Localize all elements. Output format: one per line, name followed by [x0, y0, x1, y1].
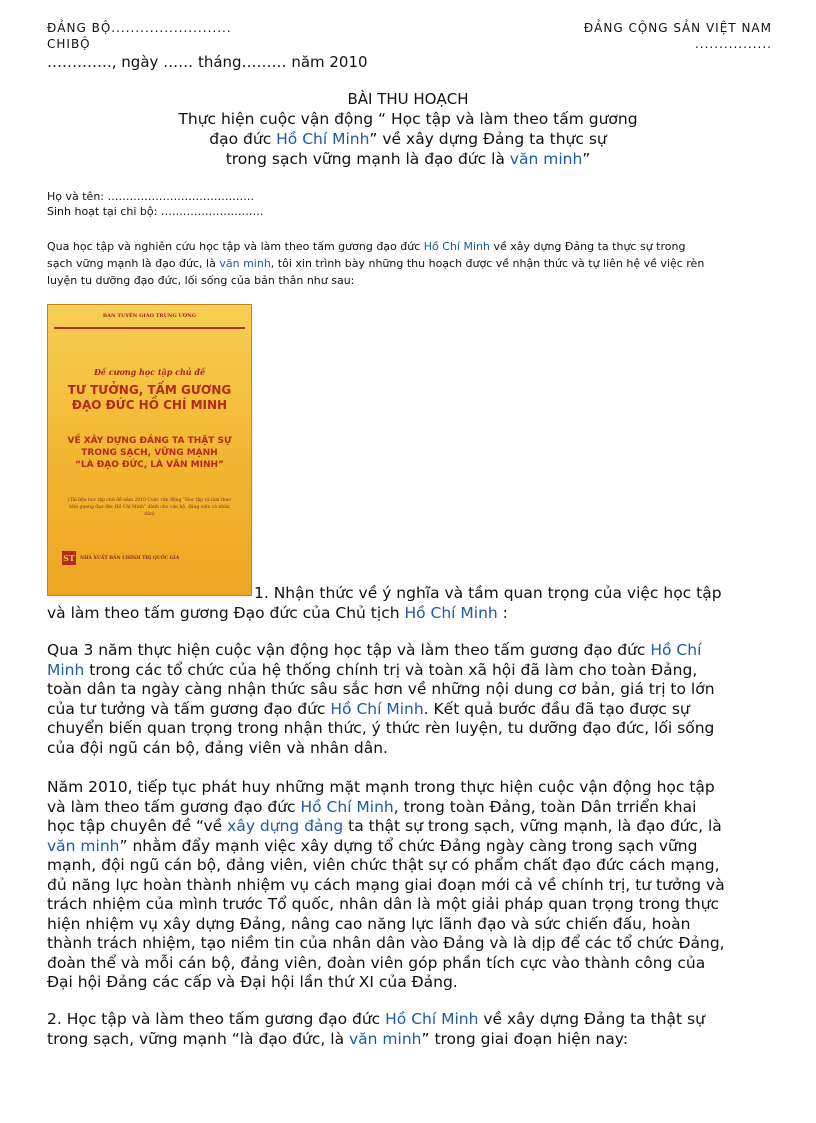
- section-1-line-2-pre: và làm theo tấm gương Đạo đức của Chủ tịch: [47, 604, 405, 622]
- p2-line-3: [47, 817, 773, 837]
- p1-line-1-text: Qua 3 năm thực hiện cuộc vận động học tập và làm theo tấm gương đạo đức: [47, 641, 651, 659]
- p2-line-2-post: , trong toàn Đảng, toàn Dân trriển khai: [393, 797, 697, 816]
- ho-chi-minh-link[interactable]: Hồ Chí Minh: [330, 699, 424, 718]
- van-minh-link[interactable]: văn minh: [509, 150, 583, 168]
- p2-line-1: Năm 2010, tiếp tục phát huy những mặt mạnh trong thực hiện cuộc vận động học tập: [47, 778, 715, 796]
- cover-divider: [54, 327, 245, 329]
- title-line-3-pre: trong sạch vững mạnh là đạo đức là: [225, 150, 510, 168]
- section-2-heading: [47, 1010, 773, 1049]
- party-name-dots: ................: [694, 37, 772, 51]
- party-committee-label: ĐẢNG BỘ.........................: [47, 21, 232, 35]
- intro-paragraph: [47, 238, 777, 289]
- s2-line-1: [47, 1010, 773, 1030]
- p2-line-3-post: ta thật sự trong sạch, vững mạnh, là đạo đức, là: [343, 817, 722, 835]
- p1-line-2: [47, 661, 773, 681]
- intro-line-3: luyện tu dưỡng đạo đức, lối sống của bản thân như sau:: [47, 274, 355, 287]
- intro-line-1-pre: Qua học tập và nghiên cứu học tập và làm theo tấm gương đạo đức: [47, 240, 424, 253]
- ho-chi-minh-link[interactable]: Hồ Chí Minh: [300, 797, 394, 816]
- cover-main-title: [48, 383, 251, 413]
- ho-chi-minh-link[interactable]: Hồ Chí Minh: [404, 604, 498, 622]
- p1-line-1: [47, 641, 773, 661]
- p1-line-4-pre: của tư tưởng và tấm gương đạo đức: [47, 699, 331, 718]
- title-line-1: Thực hiện cuộc vận động “ Học tập và làm theo tấm gương: [178, 110, 638, 128]
- van-minh-link[interactable]: văn minh: [219, 257, 271, 270]
- title-line-3: [0, 149, 816, 169]
- p1-line-4: [47, 700, 773, 720]
- ho-chi-minh-link[interactable]: Hồ Chí Minh: [385, 1010, 479, 1028]
- cover-publisher-bottom: NHÀ XUẤT BẢN CHÍNH TRỊ QUỐC GIA: [80, 556, 180, 561]
- p1-line-6: của đội ngũ cán bộ, đảng viên và nhân dân.: [47, 738, 388, 757]
- date-line: …………., ngày …… tháng……… năm 2010: [47, 53, 368, 71]
- ho-chi-minh-link[interactable]: Hồ Chí Minh: [423, 240, 490, 253]
- s2-line-1-post: về xây dựng Đảng ta thật sự: [478, 1010, 705, 1028]
- p2-line-9: thành trách nhiệm, tạo niềm tin của nhân dân vào Đảng và là dịp để các tổ chức Đảng,: [47, 934, 725, 952]
- title-line-2: [0, 129, 816, 149]
- intro-line-2-pre: sạch vững mạnh là đạo đức, là: [47, 257, 220, 270]
- s2-line-2-post: ” trong giai đoạn hiện nay:: [421, 1029, 629, 1048]
- p2-line-5: mạnh, đội ngũ cán bộ, đảng viên, viên chức thật sự có phẩm chất đạo đức cách mạng,: [47, 856, 720, 874]
- ho-chi-minh-link-cont[interactable]: Minh: [47, 660, 85, 679]
- paragraph-2: [47, 778, 773, 993]
- ho-chi-minh-link[interactable]: Hồ Chí: [650, 641, 702, 659]
- intro-line-2-post: , tôi xin trình bày những thu hoạch được về nhận thức và tự liên hệ về việc rèn: [270, 257, 705, 270]
- p1-line-3: toàn dân ta ngày càng nhận thức sâu sắc hơn về những nội dung cơ bản, giá trị to lớn: [47, 680, 715, 698]
- section-1-heading-line-1: 1. Nhận thức về ý nghĩa và tầm quan trọng của việc học tập: [254, 584, 722, 602]
- p2-line-7: trách nhiệm của mình trước Tổ quốc, nhân dân là một giải pháp quan trọng trong thực: [47, 895, 720, 913]
- cover-main-line-2: ĐẠO ĐỨC HỒ CHÍ MINH: [71, 398, 228, 412]
- branch-field-label: Sinh hoạt tại chi bộ: ……………………….: [47, 205, 264, 218]
- van-minh-link[interactable]: văn minh: [47, 836, 120, 855]
- section-1-line-2-post: :: [497, 604, 508, 622]
- xay-dung-dang-link[interactable]: xây dựng đảng: [227, 817, 344, 835]
- van-minh-link[interactable]: văn minh: [349, 1029, 422, 1048]
- p1-line-4-post: . Kết quả bước đầu đã tạo được sự: [423, 699, 690, 718]
- s2-line-2-pre: trong sạch, vững mạnh “là đạo đức, là: [47, 1029, 349, 1048]
- p1-line-2-text: trong các tổ chức của hệ thống chính trị và toàn xã hội đã làm cho toàn Đảng,: [84, 660, 698, 679]
- name-field-label: Họ và tên: ………………………………….: [47, 190, 254, 203]
- p2-line-6: đủ năng lực hoàn thành nhiệm vụ cách mạng giai đoạn mới cả về chính trị, tư tưởng và: [47, 875, 725, 894]
- p2-line-11: Đại hội Đảng các cấp và Đại hội lần thứ XI của Đảng.: [47, 973, 458, 991]
- document-title: BÀI THU HOẠCH: [347, 90, 469, 108]
- section-1-heading-line-2: [47, 604, 508, 624]
- cover-theme-line-3: “LÀ ĐẠO ĐỨC, LÀ VĂN MINH”: [75, 460, 224, 470]
- party-name: ĐẢNG CỘNG SẢN VIỆT NAM: [583, 21, 772, 35]
- s2-line-1-pre: 2. Học tập và làm theo tấm gương đạo đức: [47, 1010, 386, 1028]
- p2-line-2-pre: và làm theo tấm gương đạo đức: [47, 797, 301, 816]
- p2-line-4-post: ” nhằm đẩy mạnh việc xây dựng tổ chức Đảng ngày càng trong sạch vững: [119, 836, 698, 855]
- cover-theme-line-1: VỀ XÂY DỰNG ĐẢNG TA THẬT SỰ: [67, 436, 232, 446]
- intro-line-2: [47, 255, 777, 272]
- paragraph-1: [47, 641, 773, 758]
- book-cover-image: [47, 304, 252, 596]
- title-line-3-post: ”: [582, 150, 591, 168]
- p2-line-8: hiện nhiệm vụ xây dựng Đảng, nâng cao năng lực lãnh đạo và sức chiến đấu, hoàn: [47, 914, 691, 933]
- cover-main-line-1: TƯ TƯỞNG, TẤM GƯƠNG: [67, 383, 232, 397]
- intro-line-1: [47, 238, 777, 255]
- cover-theme-line-2: TRONG SẠCH, VỮNG MẠNH: [81, 448, 218, 458]
- s2-line-2: [47, 1030, 773, 1050]
- cover-publisher-top: BAN TUYÊN GIÁO TRUNG ƯƠNG: [102, 313, 197, 319]
- p1-line-5: chuyển biến quan trọng trong nhận thức, ý thức rèn luyện, tu dưỡng đạo đức, lối sống: [47, 719, 715, 737]
- p2-line-4: [47, 837, 773, 857]
- ho-chi-minh-link[interactable]: Hồ Chí Minh: [276, 130, 370, 148]
- title-line-2-pre: đạo đức: [209, 130, 277, 148]
- cover-subtitle: Đề cương học tập chủ đề: [93, 367, 206, 377]
- title-line-2-post: ” về xây dựng Đảng ta thực sự: [369, 130, 607, 148]
- publisher-logo-icon: ST: [63, 553, 75, 563]
- p2-line-2: [47, 798, 773, 818]
- cover-note: (Tài liệu học tập chủ đề năm 2010 Cuộc vận động “Học tập và làm theo tấm gương đạo đức Hồ Chí Minh” dành cho cán bộ, đảng viên và nhân dân): [68, 498, 231, 517]
- p2-line-3-pre: học tập chuyên đề “về: [47, 817, 228, 835]
- party-cell-label: CHIBỘ: [47, 37, 91, 51]
- intro-line-1-post: về xây dựng Đảng ta thực sự trong: [489, 240, 686, 253]
- p2-line-10: đoàn thể và mỗi cán bộ, đảng viên, đoàn viên góp phần tích cực vào thành công của: [47, 953, 706, 972]
- cover-theme: [48, 435, 251, 471]
